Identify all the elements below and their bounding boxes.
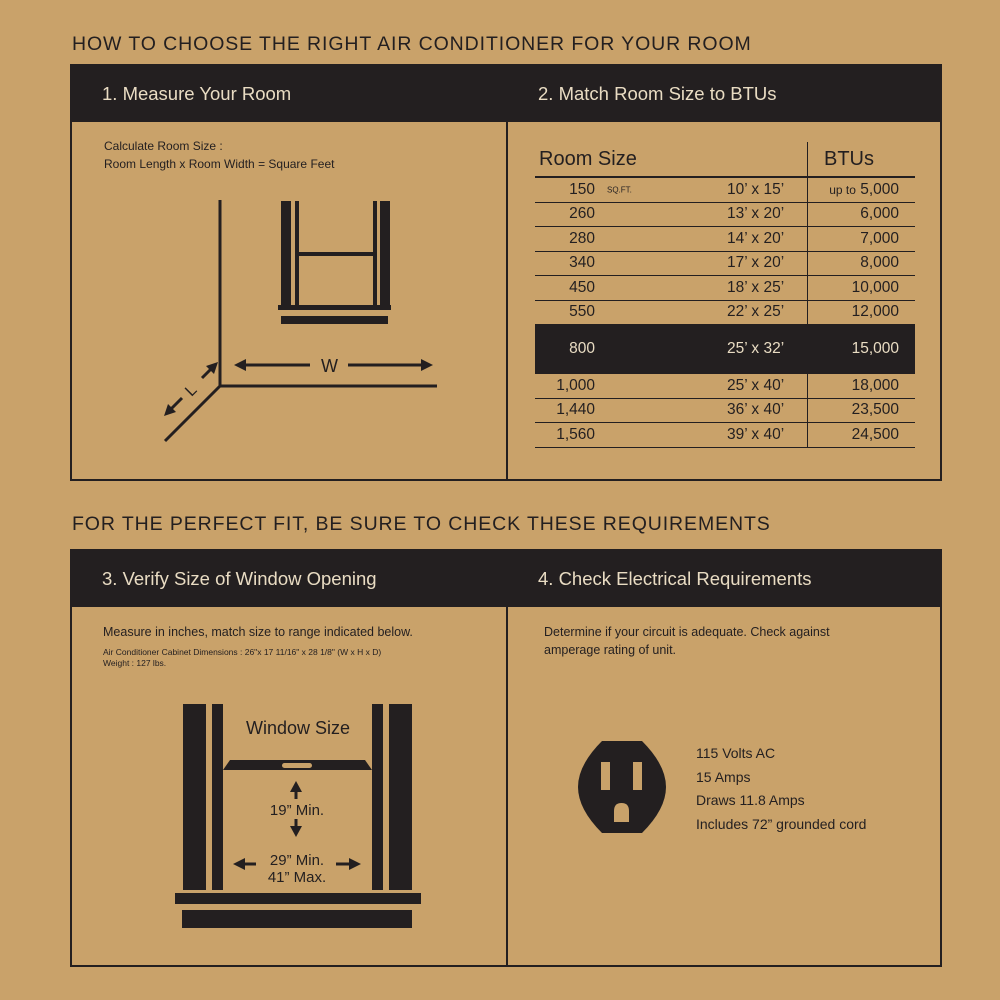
cabinet-dimensions: Air Conditioner Cabinet Dimensions : 26"x 17 11/16" x 28 1/8" (W x H x D) [103,647,382,657]
width-max-label: 41” Max. [267,869,327,886]
btu-table [535,142,915,448]
calc-line-1: Calculate Room Size : [104,139,223,153]
btu-value: 12,000 [808,300,916,325]
room-dimensions: 13’ x 20’ [727,202,808,227]
room-sqft: 550 [535,300,601,325]
btu-row [535,177,915,202]
amps-spec: 15 Amps [696,768,751,785]
room-sqft: 1,000 [535,374,601,399]
btu-value: 15,000 [808,325,916,374]
room-sqft: 1,560 [535,423,601,448]
room-dimensions: 22’ x 25’ [727,300,808,325]
draws-spec: Draws 11.8 Amps [696,792,805,808]
sqft-unit [601,374,727,399]
room-sqft: 150 [535,177,601,202]
volts-spec: 115 Volts AC [696,745,776,761]
sqft-unit [601,202,727,227]
btu-row [535,251,915,276]
room-dimensions: 39’ x 40’ [727,423,808,448]
panel-1-title: 1. Measure Your Room [72,66,506,122]
btu-row [535,202,915,227]
room-sqft: 260 [535,202,601,227]
btu-row [535,227,915,252]
width-min-label: 29” Min. [269,852,325,869]
window-size-label: Window Size [245,718,351,738]
length-label: L [182,381,201,400]
btu-value: 6,000 [808,202,916,227]
btu-row [535,300,915,325]
room-dimensions: 36’ x 40’ [727,398,808,423]
room-dimensions: 25’ x 32’ [727,325,808,374]
panel-2-title: 2. Match Room Size to BTUs [508,66,940,122]
sqft-unit [601,398,727,423]
sqft-unit [601,300,727,325]
panel-3-title: 3. Verify Size of Window Opening [72,551,506,607]
room-sqft: 450 [535,276,601,301]
room-diagram [150,190,450,450]
col-room-size: Room Size [535,142,808,177]
btu-value: 10,000 [808,276,916,301]
sqft-unit [601,227,727,252]
room-dimensions: 17’ x 20’ [727,251,808,276]
window-line-1: Measure in inches, match size to range indicated below. [103,625,413,639]
sqft-unit [601,251,727,276]
room-sqft: 340 [535,251,601,276]
btu-row [535,276,915,301]
unit-weight: Weight : 127 lbs. [103,658,167,668]
electrical-line-2: amperage rating of unit. [544,643,677,657]
col-btus: BTUs [808,142,916,177]
sqft-unit [601,276,727,301]
width-label: W [321,356,338,376]
room-dimensions: 10’ x 15’ [727,177,808,202]
electrical-line-1: Determine if your circuit is adequate. Check against [544,625,830,639]
btu-value: up to 5,000 [808,177,916,202]
room-dimensions: 25’ x 40’ [727,374,808,399]
btu-row [535,374,915,399]
room-sqft: 800 [535,325,601,374]
calc-line-2: Room Length x Room Width = Square Feet [104,157,335,171]
btu-row [535,423,915,448]
sqft-unit [601,325,727,374]
btu-value: 18,000 [808,374,916,399]
electrical-specs [696,742,866,836]
heading-top: HOW TO CHOOSE THE RIGHT AIR CONDITIONER FOR YOUR ROOM [72,33,752,55]
btu-value: 24,500 [808,423,916,448]
room-sqft: 1,440 [535,398,601,423]
btu-row [535,325,915,374]
heading-bottom: FOR THE PERFECT FIT, BE SURE TO CHECK THESE REQUIREMENTS [72,513,771,535]
btu-value: 23,500 [808,398,916,423]
sqft-unit: SQ.FT. [601,177,727,202]
room-sqft: 280 [535,227,601,252]
room-dimensions: 18’ x 25’ [727,276,808,301]
outlet-icon [572,737,672,837]
btu-row [535,398,915,423]
btu-value: 7,000 [808,227,916,252]
panel-4-title: 4. Check Electrical Requirements [508,551,940,607]
cord-spec: Includes 72” grounded cord [696,815,867,832]
btu-value: 8,000 [808,251,916,276]
height-min-label: 19” Min. [269,802,325,819]
room-dimensions: 14’ x 20’ [727,227,808,252]
window-diagram [170,695,430,940]
sqft-unit [601,423,727,448]
